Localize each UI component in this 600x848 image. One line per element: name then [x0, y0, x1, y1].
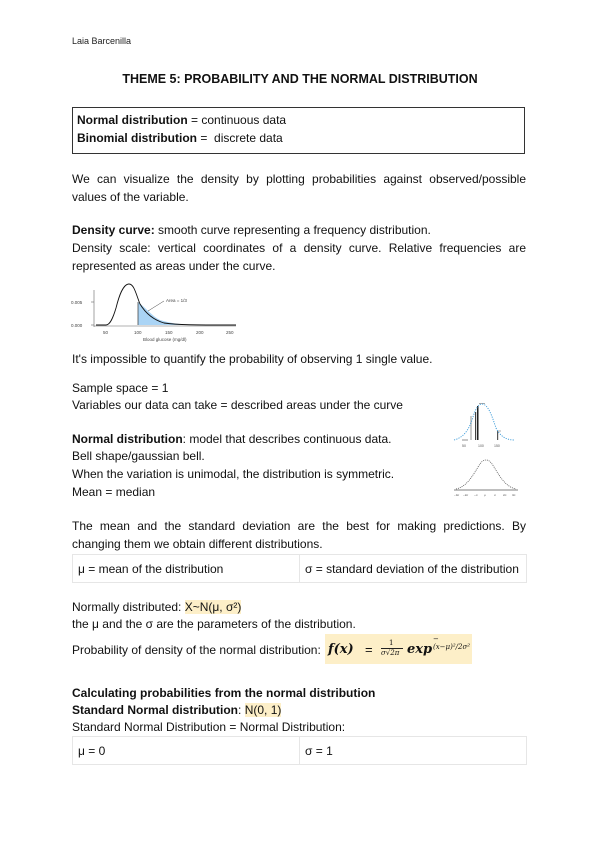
normally-distributed-text: Normally distributed: X~N(μ, σ²)	[72, 600, 242, 614]
svg-text:0.000: 0.000	[71, 323, 83, 328]
svg-text:3σ: 3σ	[512, 493, 516, 497]
unimodal-text: When the variation is unimodal, the distribution is symmetric.	[72, 467, 395, 481]
impossible-text: It's impossible to quantify the probability of observing 1 single value.	[72, 352, 433, 366]
density-scale-text: Density scale: vertical coordinates of a density curve. Relative frequencies are represented as areas under the curve.	[72, 241, 526, 273]
paragraph-mean-sd: The mean and the standard deviation are the best for making predictions. By changing them we obtain different distributions.	[72, 519, 526, 551]
svg-text:50: 50	[103, 330, 109, 335]
normal-distribution-definition: Normal distribution: model that describes continuous data.	[72, 432, 392, 446]
parameters-table	[72, 554, 527, 583]
standard-normal-definition: Standard Normal distribution: N(0, 1)	[72, 703, 282, 717]
standard-equals-text: Standard Normal Distribution = Normal Distribution:	[72, 720, 346, 734]
parameters-text: the μ and the σ are the parameters of the distribution.	[72, 617, 356, 631]
definition-normal: Normal distribution = continuous data	[77, 113, 287, 127]
normal-notation-highlight: X~N(μ, σ²)	[184, 600, 242, 614]
sample-space-text: Sample space = 1	[72, 381, 169, 395]
calculating-heading: Calculating probabilities from the normal distribution	[72, 686, 376, 700]
bell-curve-figure	[450, 455, 525, 500]
definitions-box	[72, 107, 525, 154]
density-curve-figure	[68, 278, 243, 344]
table-cell: σ = standard deviation of the distribution	[300, 555, 527, 583]
svg-text:200: 200	[196, 330, 204, 335]
author-name: Laia Barcenilla	[72, 36, 132, 46]
histogram-figure	[450, 398, 525, 448]
svg-text:Area = 1/3: Area = 1/3	[166, 298, 187, 303]
svg-text:100: 100	[478, 444, 484, 448]
svg-text:Blood glucose (mg/dl): Blood glucose (mg/dl)	[143, 337, 187, 342]
svg-text:150: 150	[165, 330, 173, 335]
svg-text:−2σ: −2σ	[463, 493, 469, 497]
table-cell: σ = 1	[300, 737, 527, 765]
paragraph-visualize: We can visualize the density by plotting probabilities against observed/possible values of the variable.	[72, 172, 526, 204]
density-formula-label: Probability of density of the normal distribution:	[72, 643, 321, 657]
svg-text:σ: σ	[494, 493, 496, 497]
density-formula: f(x) = 1 σ√2π exp −(x−μ)²/2σ²	[325, 634, 472, 664]
table-row	[73, 555, 527, 583]
svg-text:100: 100	[134, 330, 142, 335]
svg-text:μ: μ	[484, 493, 486, 497]
svg-text:50: 50	[462, 444, 466, 448]
standard-normal-table	[72, 736, 527, 765]
svg-text:0.005: 0.005	[71, 300, 83, 305]
mean-median-text: Mean = median	[72, 485, 156, 499]
page-title: THEME 5: PROBABILITY AND THE NORMAL DISTRIBUTION	[122, 72, 478, 86]
svg-text:−σ: −σ	[474, 493, 478, 497]
svg-text:2σ: 2σ	[503, 493, 507, 497]
svg-text:−3σ: −3σ	[454, 493, 460, 497]
bell-shape-text: Bell shape/gaussian bell.	[72, 449, 205, 463]
svg-text:250: 250	[226, 330, 234, 335]
density-curve-definition: Density curve: smooth curve representing a frequency distribution.	[72, 223, 431, 237]
svg-text:150: 150	[494, 444, 500, 448]
variables-text: Variables our data can take = described areas under the curve	[72, 398, 403, 412]
definition-binomial: Binomial distribution = discrete data	[77, 131, 283, 145]
table-cell: μ = 0	[73, 737, 300, 765]
table-cell: μ = mean of the distribution	[73, 555, 300, 583]
standard-normal-highlight: N(0, 1)	[244, 703, 282, 717]
table-row	[73, 737, 527, 765]
